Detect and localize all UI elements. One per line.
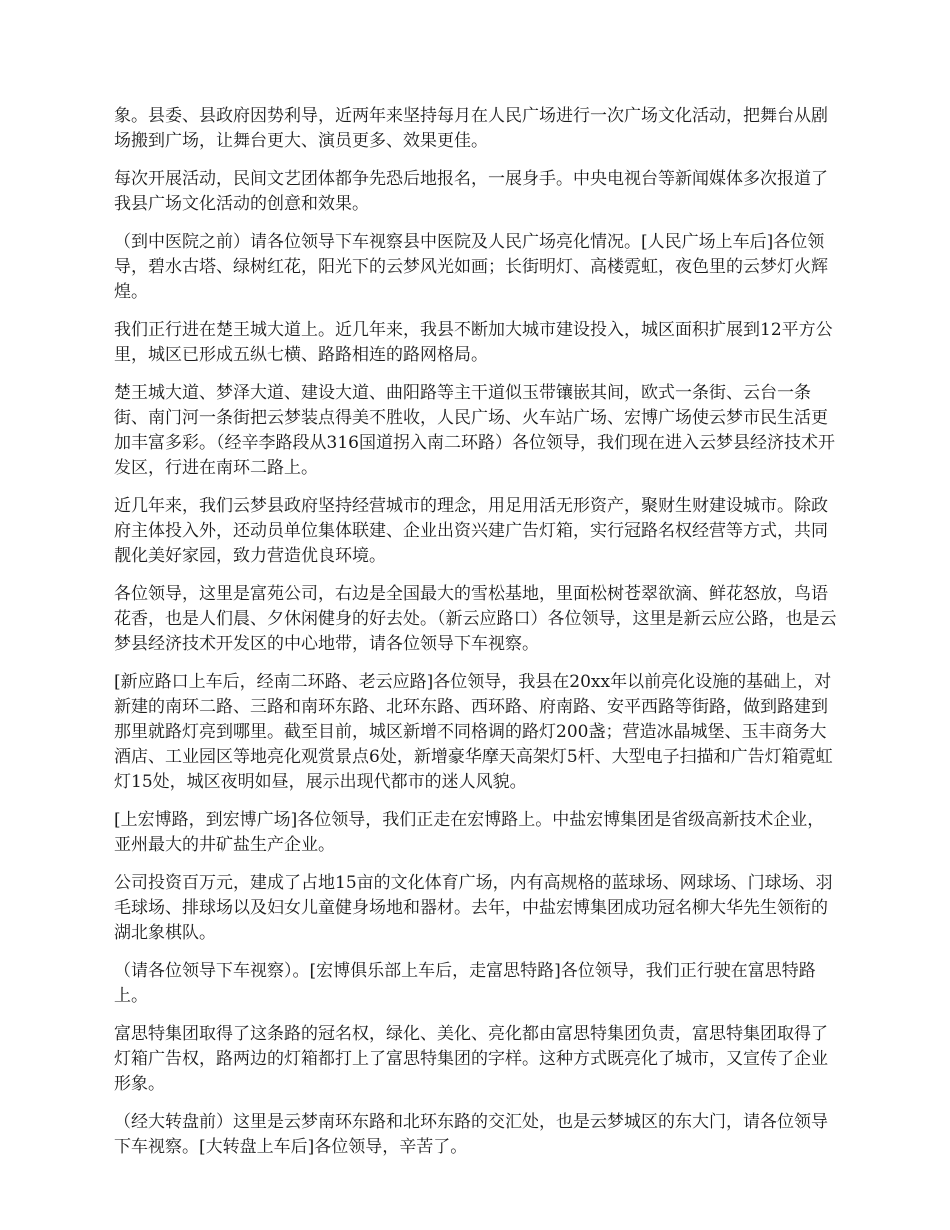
paragraph: 楚王城大道、梦泽大道、建设大道、曲阳路等主干道似玉带镶嵌其间，欧式一条街、云台一条街、南门河一条街把云梦装点得美不胜收，人民广场、火车站广场、宏博广场使云梦市民生活更加丰富多彩。（经辛李路段从316国道拐入南二环路）各位领导，我们现在进入云梦县经济技术开发区，行进在南环二路上。 bbox=[114, 383, 835, 478]
document-body bbox=[114, 104, 840, 1173]
paragraph: （经大转盘前）这里是云梦南环东路和北环东路的交汇处，也是云梦城区的东大门，请各位领导下车视察。[大转盘上车后]各位领导，辛苦了。 bbox=[114, 1112, 828, 1157]
paragraph: 象。县委、县政府因势利导，近两年来坚持每月在人民广场进行一次广场文化活动，把舞台从剧场搬到广场，让舞台更大、演员更多、效果更佳。 bbox=[114, 106, 828, 151]
paragraph: （到中医院之前）请各位领导下车视察县中医院及人民广场亮化情况。[人民广场上车后]各位领导，碧水古塔、绿树红花，阳光下的云梦风光如画；长街明灯、高楼霓虹，夜色里的云梦灯火辉煌。 bbox=[114, 232, 828, 302]
paragraph: 各位领导，这里是富苑公司，右边是全国最大的雪松基地，里面松树苍翠欲滴、鲜花怒放，鸟语花香，也是人们晨、夕休闲健身的好去处。（新云应路口）各位领导，这里是新云应公路，也是云梦县经济技术开发区的中心地带，请各位领导下车视察。 bbox=[114, 584, 837, 654]
paragraph: 我们正行进在楚王城大道上。近几年来，我县不断加大城市建设投入，城区面积扩展到12平方公里，城区已形成五纵七横、路路相连的路网格局。 bbox=[114, 320, 833, 365]
paragraph: [上宏博路，到宏博广场]各位领导，我们正走在宏博路上。中盐宏博集团是省级高新技术企业，亚州最大的井矿盐生产企业。 bbox=[114, 810, 825, 855]
paragraph: 每次开展活动，民间文艺团体都争先恐后地报名，一展身手。中央电视台等新闻媒体多次报道了我县广场文化活动的创意和效果。 bbox=[114, 169, 828, 214]
paragraph: 近几年来，我们云梦县政府坚持经营城市的理念，用足用活无形资产，聚财生财建设城市。除政府主体投入外，还动员单位集体联建、企业出资兴建广告灯箱，实行冠路名权经营等方式，共同靓化美好家园，致力营造优良环境。 bbox=[114, 496, 828, 566]
paragraph: [新应路口上车后，经南二环路、老云应路]各位领导，我县在20xx年以前亮化设施的基础上，对新建的南环二路、三路和南环东路、北环东路、西环路、府南路、安平西路等街路，做到路建到那里就路灯亮到哪里。截至目前，城区新增不同格调的路灯200盏；营造冰晶城堡、玉丰商务大酒店、工业园区等地亮化观赏景点6处，新增豪华摩天高架灯5杆、大型电子扫描和广告灯箱霓虹灯15处，城区夜明如昼，展示出现代都市的迷人风貌。 bbox=[114, 672, 833, 792]
paragraph: （请各位领导下车视察）。[宏博俱乐部上车后，走富思特路]各位领导，我们正行驶在富思特路上。 bbox=[114, 961, 816, 1006]
paragraph: 富思特集团取得了这条路的冠名权，绿化、美化、亮化都由富思特集团负责，富思特集团取得了灯箱广告权，路两边的灯箱都打上了富思特集团的字样。这种方式既亮化了城市，又宣传了企业形象。 bbox=[114, 1024, 828, 1094]
paragraph: 公司投资百万元，建成了占地15亩的文化体育广场，内有高规格的蓝球场、网球场、门球场、羽毛球场、排球场以及妇女儿童健身场地和器材。去年，中盐宏博集团成功冠名柳大华先生领衔的湖北象棋队。 bbox=[114, 873, 833, 943]
